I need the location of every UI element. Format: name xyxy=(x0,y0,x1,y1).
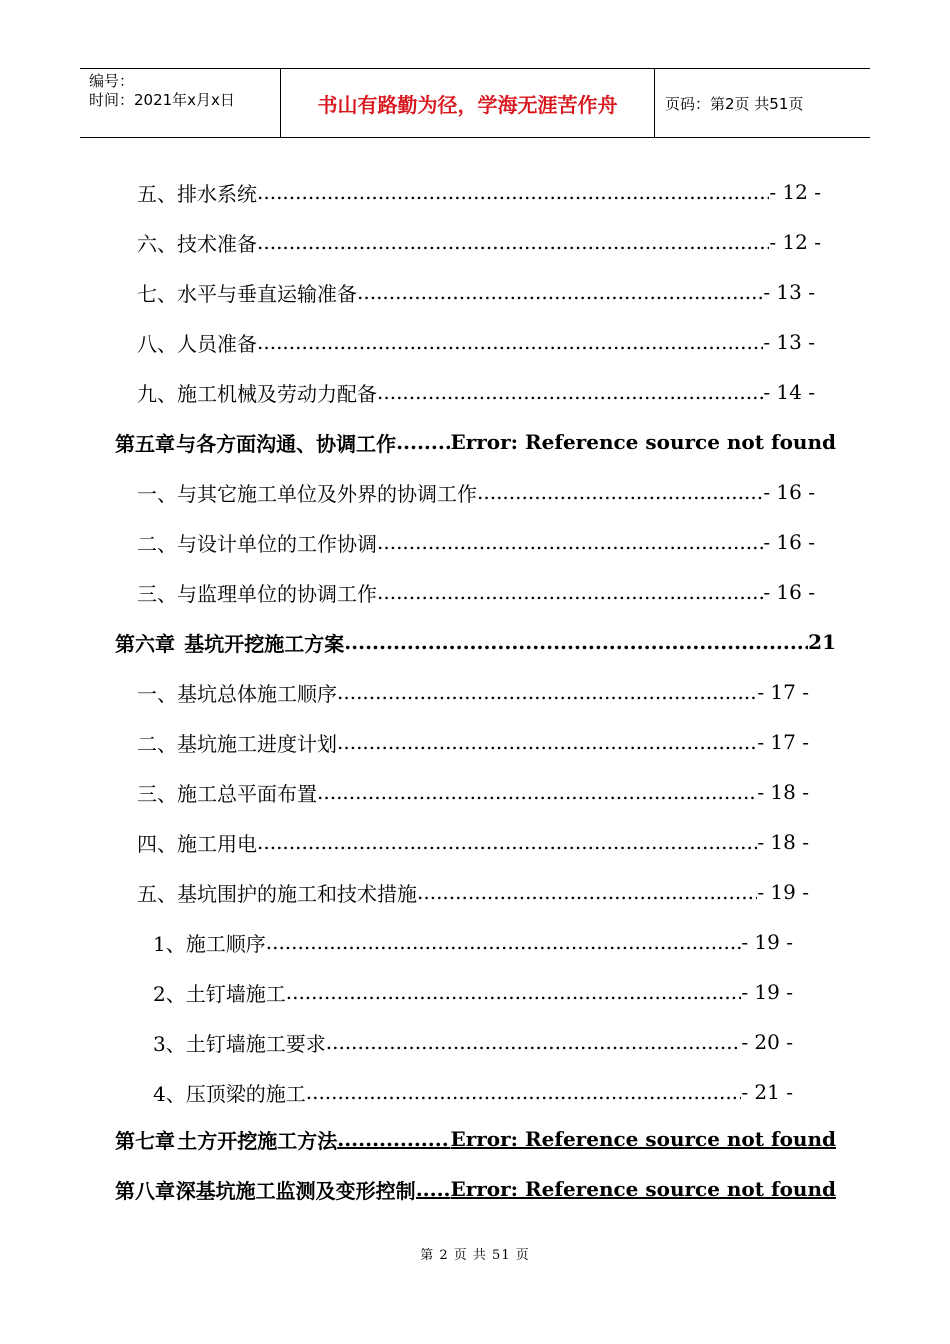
header-meta xyxy=(80,69,281,137)
toc-entry[interactable] xyxy=(137,875,809,909)
toc-entry-page: - 18 - xyxy=(757,780,809,804)
toc-entry-title: 九、施工机械及劳动力配备 xyxy=(137,381,377,406)
toc-entry[interactable] xyxy=(137,575,815,609)
toc-entry-title: 二、与设计单位的工作协调 xyxy=(137,531,377,556)
toc-chapter-number: 第五章 xyxy=(115,431,175,456)
toc-entry-title: 五、基坑围护的施工和技术措施 xyxy=(137,881,417,906)
toc-leader xyxy=(286,980,742,1004)
toc-entry[interactable] xyxy=(153,1075,793,1109)
toc-chapter-page: 21 xyxy=(808,630,836,654)
toc-chapter[interactable] xyxy=(115,1122,836,1156)
toc-leader xyxy=(477,480,763,504)
toc-entry-page: - 16 - xyxy=(763,480,815,504)
toc-chapter-title: 与各方面沟通、协调工作 xyxy=(176,431,397,456)
toc-chapter-number: 第八章 xyxy=(115,1178,175,1203)
toc-leader xyxy=(257,230,769,254)
toc-entry[interactable] xyxy=(153,975,793,1009)
toc-entry-title: 二、基坑施工进度计划 xyxy=(137,731,337,756)
toc-entry-title: 3、土钉墙施工要求 xyxy=(153,1031,326,1056)
toc-entry[interactable] xyxy=(137,725,809,759)
toc-chapter-page: Error: Reference source not found xyxy=(450,1127,836,1151)
toc-entry-page: - 12 - xyxy=(769,180,821,204)
toc-leader xyxy=(337,680,757,704)
toc-entry[interactable] xyxy=(137,775,809,809)
toc-entry-page: - 19 - xyxy=(741,930,793,954)
toc-entry[interactable] xyxy=(153,1025,793,1059)
toc-leader xyxy=(257,830,757,854)
toc-chapter[interactable] xyxy=(115,425,836,459)
toc-leader xyxy=(377,530,763,554)
toc-entry-page: - 16 - xyxy=(763,530,815,554)
toc-chapter-page: Error: Reference source not found xyxy=(450,1177,836,1201)
header-motto: 书山有路勤为径，学海无涯苦作舟 xyxy=(281,69,655,137)
toc-entry-title: 4、压顶梁的施工 xyxy=(153,1081,306,1106)
toc-chapter-number: 第六章 xyxy=(115,631,175,656)
toc-leader xyxy=(377,380,763,404)
toc-entry[interactable] xyxy=(137,525,815,559)
toc-chapter-number: 第七章 xyxy=(115,1128,175,1153)
toc-entry[interactable] xyxy=(137,675,809,709)
toc-entry-page: - 14 - xyxy=(763,380,815,404)
toc-leader xyxy=(357,280,763,304)
header-number: 编号： xyxy=(89,72,135,90)
toc-entry-page: - 12 - xyxy=(769,230,821,254)
toc-leader xyxy=(337,1127,450,1151)
toc-chapter-title: 深基坑施工监测及变形控制 xyxy=(175,1178,416,1203)
toc-entry-page: - 21 - xyxy=(741,1080,793,1104)
toc-entry-title: 七、水平与垂直运输准备 xyxy=(137,281,357,306)
toc-leader xyxy=(416,1177,451,1201)
toc-entry-page: - 19 - xyxy=(757,880,809,904)
toc-entry-title: 一、与其它施工单位及外界的协调工作 xyxy=(137,481,477,506)
toc-leader xyxy=(326,1030,742,1054)
toc-entry-title: 2、土钉墙施工 xyxy=(153,981,286,1006)
toc-entry-page: - 13 - xyxy=(763,330,815,354)
toc-chapter[interactable] xyxy=(115,1172,836,1206)
toc-entry[interactable] xyxy=(137,825,809,859)
toc-leader xyxy=(396,430,450,454)
page-footer: 第 2 页 共 51 页 xyxy=(420,1248,530,1263)
header-time: 时间：2021年x月x日 xyxy=(89,91,235,109)
toc-leader xyxy=(417,880,757,904)
toc-entry[interactable] xyxy=(137,225,821,259)
toc-entry-title: 三、施工总平面布置 xyxy=(137,781,317,806)
toc-entry-title: 四、施工用电 xyxy=(137,831,257,856)
toc-entry-title: 八、人员准备 xyxy=(137,331,257,356)
toc-entry[interactable] xyxy=(137,325,815,359)
toc-leader xyxy=(344,630,808,654)
toc-chapter-title: 基坑开挖施工方案 xyxy=(184,631,345,656)
toc-leader xyxy=(317,780,757,804)
toc-entry[interactable] xyxy=(137,175,821,209)
toc-entry-page: - 17 - xyxy=(757,730,809,754)
toc-entry[interactable] xyxy=(137,375,815,409)
toc-entry-title: 五、排水系统 xyxy=(137,181,257,206)
header-page-info: 页码：第2页 共51页 xyxy=(665,94,804,113)
toc-entry-page: - 19 - xyxy=(741,980,793,1004)
toc-entry[interactable] xyxy=(137,275,815,309)
toc-entry-title: 1、施工顺序 xyxy=(153,931,266,956)
toc-leader xyxy=(257,180,769,204)
toc-entry-page: - 18 - xyxy=(757,830,809,854)
toc-entry-page: - 17 - xyxy=(757,680,809,704)
toc-entry-page: - 20 - xyxy=(741,1030,793,1054)
toc-entry-title: 六、技术准备 xyxy=(137,231,257,256)
toc-leader xyxy=(306,1080,742,1104)
toc-leader xyxy=(266,930,742,954)
toc-entry[interactable] xyxy=(137,475,815,509)
toc-entry-page: - 16 - xyxy=(763,580,815,604)
toc-leader xyxy=(257,330,763,354)
toc-entry[interactable] xyxy=(153,925,793,959)
toc-entry-title: 一、基坑总体施工顺序 xyxy=(137,681,337,706)
toc-entry-page: - 13 - xyxy=(763,280,815,304)
toc-leader xyxy=(377,580,763,604)
toc-chapter-page: Error: Reference source not found xyxy=(450,430,836,454)
toc-chapter[interactable] xyxy=(115,625,836,659)
page-header xyxy=(80,68,870,138)
toc-leader xyxy=(337,730,757,754)
toc-chapter-title: 土方开挖施工方法 xyxy=(177,1128,338,1153)
toc-entry-title: 三、与监理单位的协调工作 xyxy=(137,581,377,606)
